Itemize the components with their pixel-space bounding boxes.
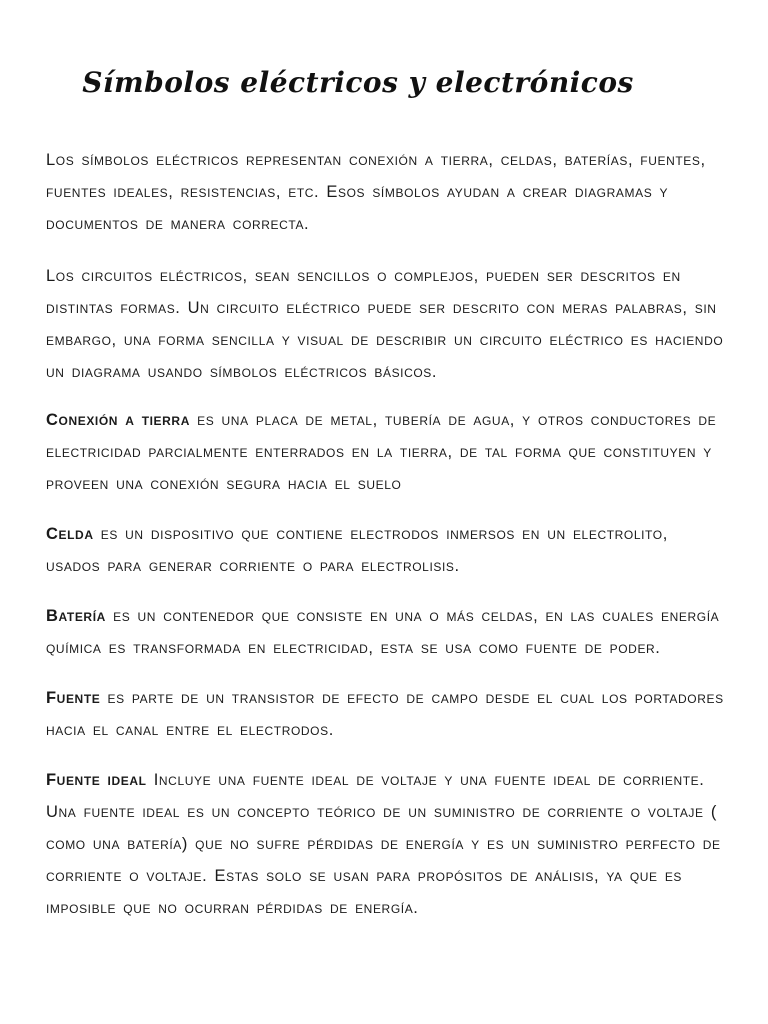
paragraph-source: [46, 682, 726, 746]
paragraph-text: Los símbolos eléctricos representan conexión a tierra, celdas, baterías, fuentes, fuentes ideales, resistencias, etc. Esos símbolos ayudan a crear diagramas y documentos de manera correcta.: [46, 151, 706, 233]
paragraph-circuits: [46, 260, 726, 388]
paragraph-text: es un contenedor que consiste en una o más celdas, en las cuales energía química es transformada en electricidad, esta se usa como fuente de poder.: [46, 607, 720, 657]
document-body: [46, 144, 726, 924]
paragraph-text: es una placa de metal, tubería de agua, y otros conductores de electricidad parcialmente enterrados en la tierra, de tal forma que constituyen y proveen una conexión segura hacia el suelo: [46, 411, 717, 493]
term-battery: Batería: [46, 607, 106, 625]
term-ideal-source: Fuente ideal: [46, 771, 147, 789]
paragraph-intro: [46, 144, 726, 240]
paragraph-ground: [46, 404, 726, 500]
term-ground: Conexión a tierra: [46, 411, 190, 429]
term-source: Fuente: [46, 689, 101, 707]
page-title: Símbolos eléctricos y electrónicos: [82, 66, 634, 99]
paragraph-text: es un dispositivo que contiene electrodos inmersos en un electrolito, usados para generar corriente o para electrolisis.: [46, 525, 668, 575]
paragraph-text: es parte de un transistor de efecto de campo desde el cual los portadores hacia el canal entre el electrodos.: [46, 689, 724, 739]
paragraph-text: Los circuitos eléctricos, sean sencillos o complejos, pueden ser descritos en distintas formas. Un circuito eléctrico puede ser descrito con meras palabras, sin embargo, una forma sencilla y visual de describir un circuito eléctrico es haciendo un diagrama usando símbolos eléctricos básicos.: [46, 267, 724, 381]
paragraph-battery: [46, 600, 726, 664]
paragraph-ideal-source: [46, 764, 726, 924]
term-cell: Celda: [46, 525, 94, 543]
paragraph-text: Incluye una fuente ideal de voltaje y una fuente ideal de corriente. Una fuente ideal es un concepto teórico de un suministro de corriente o voltaje ( como una batería) que no sufre pérdidas de energía y es un suministro perfecto de corriente o voltaje. Estas solo se usan para propósitos de análisis, ya que es imposible que no ocurran pérdidas de energía.: [46, 771, 721, 917]
paragraph-cell: [46, 518, 726, 582]
